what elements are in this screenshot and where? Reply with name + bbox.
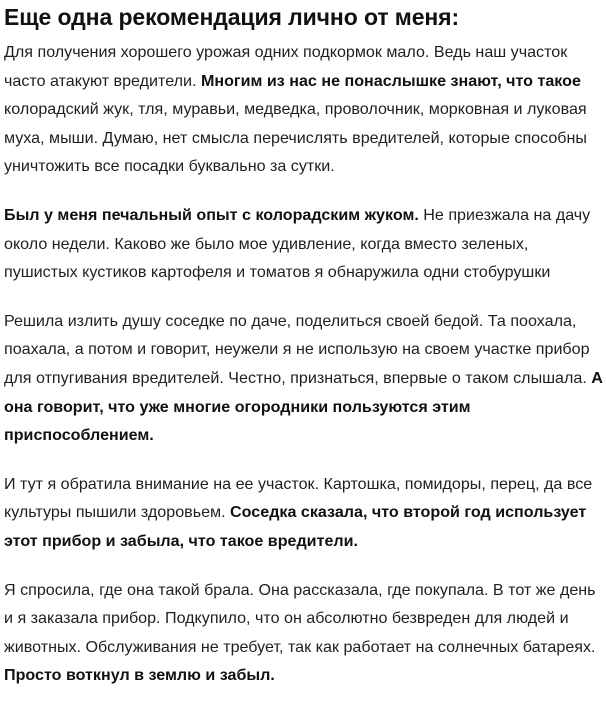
text-segment: Не приезжала на дачу около недели. Каково же было мое удивление, когда вместо зеленых, пушистых кустиков картофеля и томатов я обнаружила одни стобурушки	[4, 205, 591, 282]
paragraph-neighbor	[4, 307, 604, 450]
text-segment: И тут я обратила внимание на ее участок. Картошка, помидоры, перец, да все культуры пышили здоровьем.	[4, 474, 593, 522]
paragraph-observation	[4, 470, 604, 556]
bold-segment: Соседка сказала, что второй год использует этот прибор и забыла, что такое вредители.	[4, 503, 587, 550]
bold-segment: Просто воткнул в землю и забыл.	[4, 666, 275, 685]
article	[4, 2, 604, 710]
text-segment: Решила излить душу соседке по даче, поделиться своей бедой. Та поохала, поахала, а потом и говорит, неужели я не использую на своем участке прибор для отпугивания вредителей. Честно, признаться, впервые о таком слышала.	[4, 311, 592, 387]
text-segment: Я спросила, где она такой брала. Она рассказала, где покупала. В тот же день и я заказала прибор. Подкупило, что он абсолютно безвреден для людей и животных. Обслуживания не требует, так как работает на солнечных батареях.	[4, 580, 596, 656]
bold-segment: Многим из нас не понаслышке знают, что такое	[200, 71, 581, 90]
bold-segment: А она говорит, что уже многие огородники пользуются этим приспособлением.	[4, 368, 603, 445]
bold-segment: Был у меня печальный опыт с колорадским жуком.	[4, 205, 419, 224]
paragraph-pests	[4, 38, 604, 181]
text-segment: Для получения хорошего урожая одних подкормок мало. Ведь наш участок часто атакуют вредители.	[4, 43, 568, 90]
text-segment: колорадский жук, тля, муравьи, медведка, проволочник, морковная и луковая муха, мыши. Думаю, нет смысла перечислять вредителей, которые способны уничтожить все посадки буквально за сутки.	[4, 100, 587, 176]
article-heading: Еще одна рекомендация лично от меня:	[4, 4, 460, 30]
paragraph-experience	[4, 201, 604, 287]
paragraph-purchase	[4, 576, 604, 690]
